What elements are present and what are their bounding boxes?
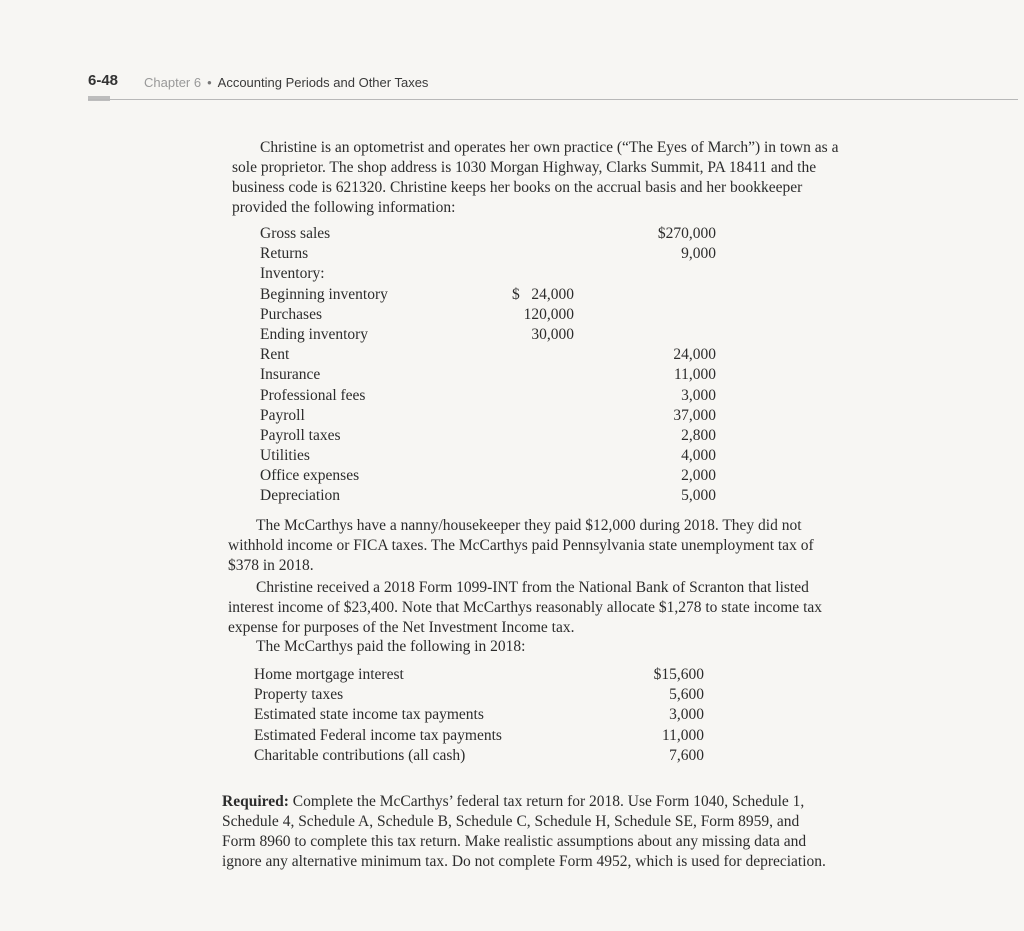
item-amount: $270,000 <box>657 225 716 242</box>
item-subamount: 120,000 <box>523 305 574 323</box>
list-item <box>260 386 946 406</box>
chapter-label: Chapter 6 <box>144 75 202 90</box>
item-amount: 7,600 <box>669 746 704 764</box>
list-item <box>254 705 940 725</box>
list-item <box>260 446 946 466</box>
item-label: Home mortgage interest <box>254 666 404 683</box>
item-label: Payroll <box>260 406 305 424</box>
list-item <box>260 345 946 365</box>
item-amount: 5,600 <box>669 686 704 704</box>
item-label: Ending inventory <box>260 325 369 343</box>
item-label: Insurance <box>260 366 321 384</box>
list-item <box>260 264 946 284</box>
item-label: Beginning inventory <box>260 285 388 303</box>
header-rule <box>88 99 1018 100</box>
paid-items-list <box>254 665 940 766</box>
list-item <box>260 244 946 264</box>
item-label: Purchases <box>260 305 322 323</box>
list-item <box>260 426 946 446</box>
item-label: Payroll taxes <box>260 426 341 444</box>
list-item <box>254 665 940 685</box>
required-paragraph <box>222 792 836 872</box>
item-label: Rent <box>260 346 290 364</box>
section-title: Accounting Periods and Other Taxes <box>217 75 429 90</box>
list-item <box>254 746 940 766</box>
item-label: Professional fees <box>260 386 366 404</box>
item-amount: 11,000 <box>673 366 716 384</box>
item-amount: 11,000 <box>661 726 704 744</box>
item-label: Estimated state income tax payments <box>254 706 484 724</box>
list-item <box>254 685 940 705</box>
item-label: Inventory: <box>260 265 325 283</box>
item-amount: $15,600 <box>653 666 704 683</box>
item-amount: 37,000 <box>673 406 716 424</box>
list-item <box>260 325 946 345</box>
item-amount: 3,000 <box>669 706 704 724</box>
item-amount: 3,000 <box>681 386 716 404</box>
item-amount: 9,000 <box>681 245 716 263</box>
intro-paragraph: Christine is an optometrist and operates her own practice (“The Eyes of March”) in town as a sole proprietor. The shop address is 1030 Morgan Highway, Clarks Summit, PA 18411 and the business code is 621320. Christine keeps her books on the accrual basis and her bookkeeper provided the following information: <box>232 139 839 216</box>
page-number: 6-48 <box>88 72 119 89</box>
item-amount: 5,000 <box>681 487 716 505</box>
item-label: Office expenses <box>260 467 360 485</box>
item-subamount: $ 24,000 <box>512 285 574 303</box>
item-label: Charitable contributions (all cash) <box>254 746 466 764</box>
item-label: Property taxes <box>254 686 344 704</box>
item-label: Gross sales <box>260 225 331 242</box>
list-item <box>260 406 946 426</box>
item-label: Returns <box>260 245 309 263</box>
list-item <box>260 466 946 486</box>
list-item <box>260 486 946 506</box>
list-item <box>260 305 946 325</box>
item-amount: 2,000 <box>681 467 716 485</box>
item-label: Depreciation <box>260 487 341 505</box>
paid-intro-paragraph: The McCarthys paid the following in 2018: <box>256 638 526 655</box>
list-item <box>254 726 940 746</box>
page-header <box>88 70 1018 100</box>
list-item <box>260 224 946 244</box>
running-head <box>144 75 428 90</box>
item-amount: 2,800 <box>681 426 716 444</box>
required-label: Required: <box>222 793 289 810</box>
item-label: Estimated Federal income tax payments <box>254 726 502 744</box>
item-subamount: 30,000 <box>531 325 574 343</box>
item-label: Utilities <box>260 447 310 465</box>
list-item <box>260 365 946 385</box>
interest-paragraph: Christine received a 2018 Form 1099-INT from the National Bank of Scranton that listed interest income of $23,400. Note that McCarthys reasonably allocate $1,278 to state income tax expense for purposes of the Net Investment Income tax. <box>228 579 823 636</box>
item-amount: 24,000 <box>673 346 716 364</box>
nanny-paragraph: The McCarthys have a nanny/housekeeper they paid $12,000 during 2018. They did not withhold income or FICA taxes. The McCarthys paid Pennsylvania state unemployment tax of $378 in 2018. <box>228 517 814 574</box>
required-text: Complete the McCarthys’ federal tax return for 2018. Use Form 1040, Schedule 1, Schedule 4, Schedule A, Schedule B, Schedule C, Schedule H, Schedule SE, Form 8959, and Form 8960 to complete this tax return. Make realistic assumptions about any missing data and ignore any alternative minimum tax. Do not complete Form 4952, which is used for depreciation. <box>222 793 826 870</box>
item-amount: 4,000 <box>681 447 716 465</box>
list-item <box>260 285 946 305</box>
business-items-list <box>260 224 946 507</box>
bullet-separator: • <box>207 75 212 90</box>
